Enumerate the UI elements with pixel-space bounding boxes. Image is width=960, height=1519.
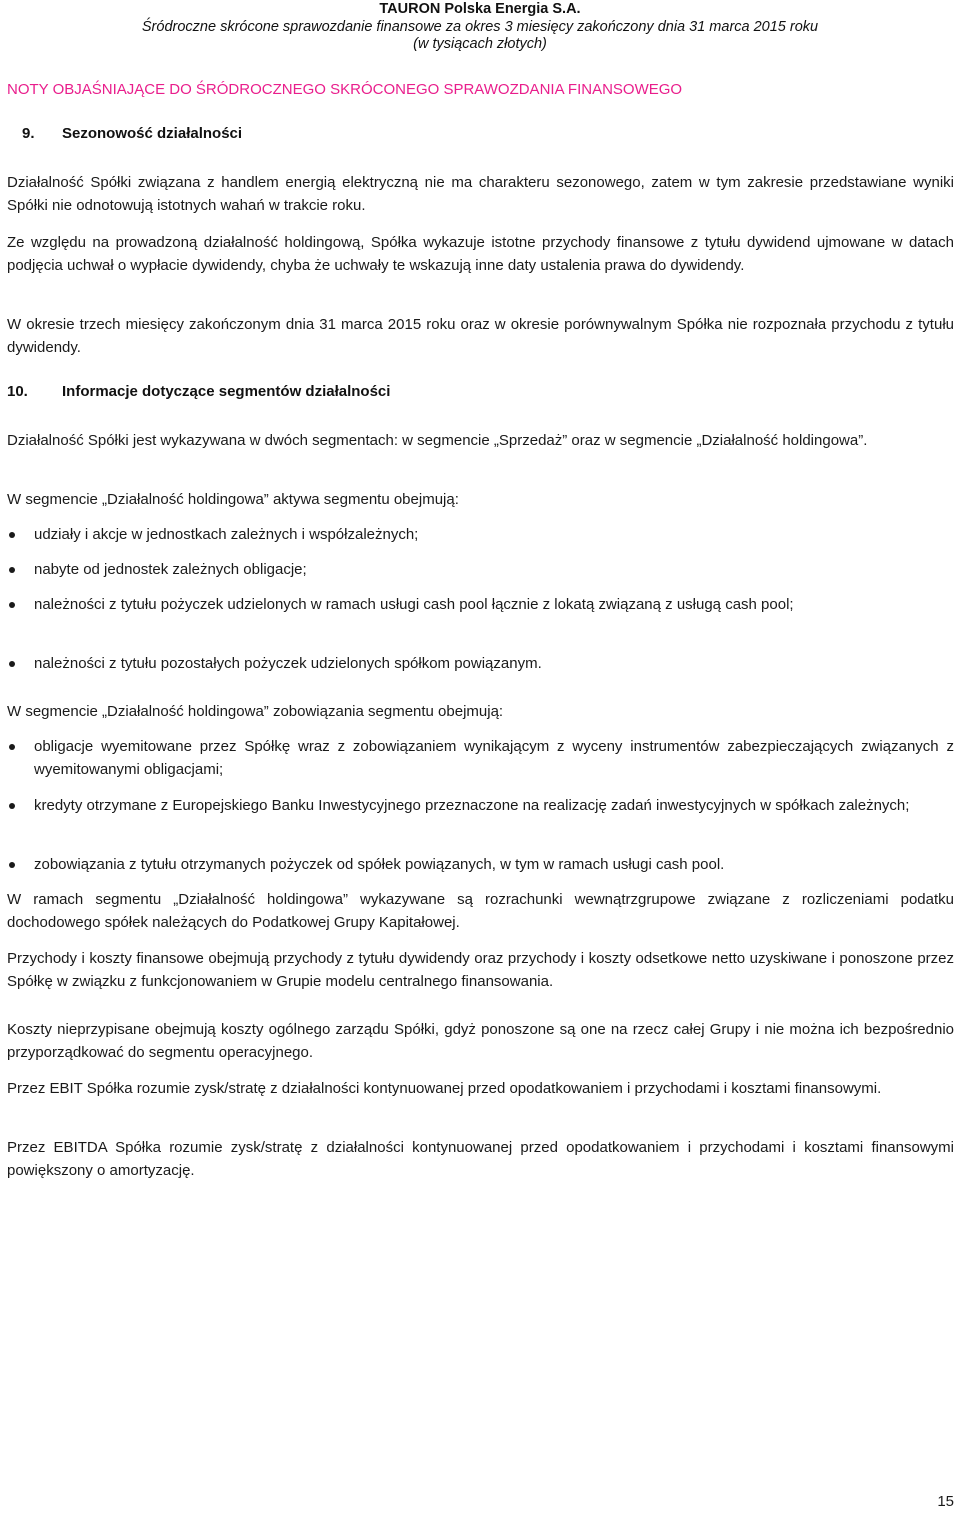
bullet-icon: [9, 567, 15, 573]
note-10-number: 10.: [7, 383, 28, 400]
header-subtitle: Śródroczne skrócone sprawozdanie finansowe za okres 3 miesięcy zakończony dnia 31 marca 2015 roku: [141, 19, 819, 35]
bullet-icon: [9, 532, 15, 538]
document-page: TAURON Polska Energia S.A. Śródroczne skrócone sprawozdanie finansowe za okres 3 miesięcy zakończony dnia 31 marca 2015 roku (w tysiącach złotych) NOTY OBJAŚNIAJĄCE DO ŚRÓDROCZNEGO SKRÓCONEGO SPRAWOZDANIA FINANSOWEGO 9. Sezonowość działalności Działalność Spółki związana z handlem energią elektryczną nie ma charakteru sezonowego, zatem w tym zakresie przedstawiane wyniki Spółki nie odnotowują istotnych wahań w trakcie roku. Ze względu na prowadzoną działalność holdingową, Spółka wykazuje istotne przychody finansowe z tytułu dywidend ujmowane w datach podjęcia uchwał o wypłacie dywidendy, chyba że uchwały te wskazują inne daty ustalenia prawa do dywidendy. W okresie trzech miesięcy zakończonym dnia 31 marca 2015 roku oraz w okresie porównywalnym Spółka nie rozpoznała przychodu z tytułu dywidendy. 10. Informacje dotyczące segmentów działalności Działalność Spółki jest wykazywana w dwóch segmentach: w segmencie „Sprzedaż” oraz w segmencie „Działalność holdingowa”. W segmencie „Działalność holdingowa” aktywa segmentu obejmują: udziały i akcje w jednostkach zależnych i współzależnych; nabyte od jednostek zależnych obligacje; należności z tytułu pożyczek udzielonych w ramach usługi cash pool łącznie z lokatą związaną z usługą cash pool; należności z tytułu pozostałych pożyczek udzielonych spółkom powiązanym. W segmencie „Działalność holdingowa” zobowiązania segmentu obejmują: obligacje wyemitowane przez Spółkę wraz z zobowiązaniem wynikającym z wyceny instrumentów zabezpieczających związanych z wyemitowanymi obligacjami; kredyty otrzymane z Europejskiego Banku Inwestycyjnego przeznaczone na realizację zadań inwestycyjnych w spółkach zależnych; zobowiązania z tytułu otrzymanych pożyczek od spółek powiązanych, w tym w ramach usługi cash pool. W ramach segmentu „Działalność holdingowa” wykazywane są rozrachunki wewnątrzgrupowe związane z rozliczeniami podatku dochodowego spółek należących do Podatkowej Grupy Kapitałowej. Przychody i koszty finansowe obejmują przychody z tytułu dywidendy oraz przychody i koszty odsetkowe netto uzyskiwane i ponoszone przez Spółkę w związku z funkcjonowaniem w Grupie modelu centralnego finansowania. Koszty nieprzypisane obejmują koszty ogólnego zarządu Spółki, gdyż ponoszone są one na rzecz całej Grupy i nie można ich bezpośrednio przyporządkować do segmentu operacyjnego. Przez EBIT Spółka rozumie zysk/stratę z działalności kontynuowanej przed opodatkowaniem i przychodami i kosztami finansowymi. Przez EBITDA Spółka rozumie zysk/stratę z działalności kontynuowanej przed opodatkowaniem i przychodami i kosztami finansowymi powiększony o amortyzację. 15: [0, 0, 960, 1519]
liabilities-intro: W segmencie „Działalność holdingowa” zobowiązania segmentu obejmują:: [7, 703, 504, 720]
bullet-icon: [9, 602, 15, 608]
page-number: 15: [937, 1493, 954, 1510]
note-9-paragraph-2: Ze względu na prowadzoną działalność holdingową, Spółka wykazuje istotne przychody finansowe z tytułu dywidend ujmowane w datach podjęcia uchwał o wypłacie dywidendy, chyba że uchwały te wskazują inne daty ustalenia prawa do dywidendy.: [7, 234, 954, 274]
note-9-paragraph-3: W okresie trzech miesięcy zakończonym dnia 31 marca 2015 roku oraz w okresie porównywalnym Spółka nie rozpoznała przychodu z tytułu dywidendy.: [7, 316, 954, 356]
header-units: (w tysiącach złotych): [413, 36, 547, 52]
note-10-title: [7, 382, 390, 402]
bullet-icon: [9, 803, 15, 809]
note-10-title-text: Informacje dotyczące segmentów działalności: [62, 383, 391, 400]
bullet-icon: [9, 744, 15, 750]
bullet-icon: [9, 661, 15, 667]
ebitda-paragraph: Przez EBITDA Spółka rozumie zysk/stratę z działalności kontynuowanej przed opodatkowaniem i przychodami i kosztami finansowymi powiększony o amortyzację.: [7, 1139, 954, 1179]
revenues-paragraph: Przychody i koszty finansowe obejmują przychody z tytułu dywidendy oraz przychody i koszty odsetkowe netto uzyskiwane i ponoszone przez Spółkę w związku z funkcjonowaniem w Grupie modelu centralnego finansowania.: [7, 950, 954, 990]
note-9-paragraph-1: Działalność Spółki związana z handlem energią elektryczną nie ma charakteru sezonowego, zatem w tym zakresie przedstawiane wyniki Spółki nie odnotowują istotnych wahań w trakcie roku.: [7, 174, 954, 214]
unallocated-costs-paragraph: Koszty nieprzypisane obejmują koszty ogólnego zarządu Spółki, gdyż ponoszone są one na rzecz całej Grupy i nie można ich bezpośrednio przyporządkować do segmentu operacyjnego.: [7, 1021, 954, 1061]
section-heading: NOTY OBJAŚNIAJĄCE DO ŚRÓDROCZNEGO SKRÓCONEGO SPRAWOZDANIA FINANSOWEGO: [7, 81, 683, 98]
note-9-title-text: Sezonowość działalności: [62, 125, 243, 142]
note-9-title: [22, 124, 242, 144]
bullet-icon: [9, 862, 15, 868]
ebit-paragraph: Przez EBIT Spółka rozumie zysk/stratę z działalności kontynuowanej przed opodatkowaniem i przychodami i kosztami finansowymi.: [7, 1080, 882, 1097]
header-company: TAURON Polska Energia S.A.: [379, 1, 581, 17]
assets-intro: W segmencie „Działalność holdingowa” aktywa segmentu obejmują:: [7, 491, 459, 508]
note-9-number: 9.: [22, 125, 35, 142]
note-10-paragraph-1: Działalność Spółki jest wykazywana w dwóch segmentach: w segmencie „Sprzedaż” oraz w segmencie „Działalność holdingowa”.: [7, 432, 868, 449]
settlements-paragraph: W ramach segmentu „Działalność holdingowa” wykazywane są rozrachunki wewnątrzgrupowe związane z rozliczeniami podatku dochodowego spółek należących do Podatkowej Grupy Kapitałowej.: [7, 891, 954, 931]
